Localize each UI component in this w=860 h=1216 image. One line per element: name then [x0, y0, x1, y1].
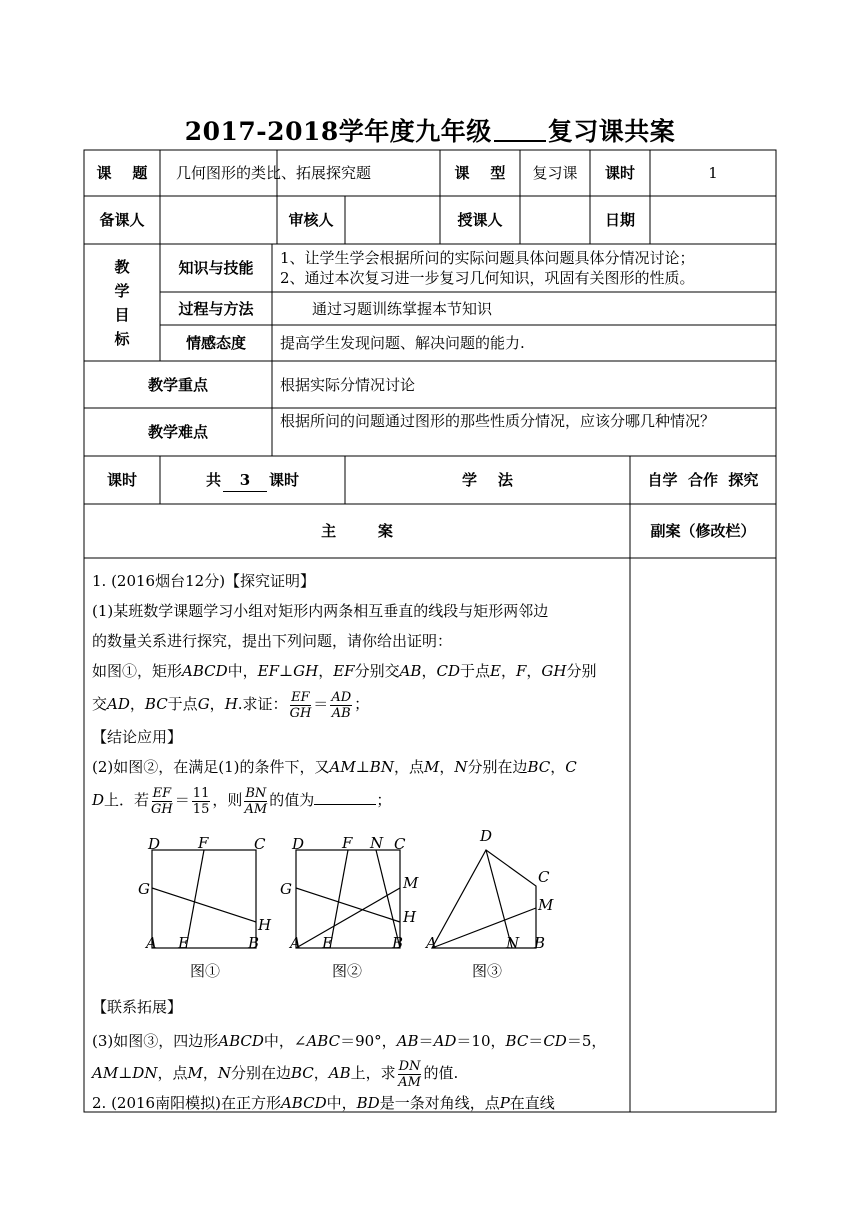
label-reviewer: 审核人 [288, 211, 334, 229]
page-title: 2017-2018学年度九年级 复习课共案 [184, 117, 676, 146]
process-text: 通过习题训练掌握本节知识 [312, 299, 493, 318]
q1-part2-line2: D上．若 $\frac{EF}{GH}$ ＝ $\frac{11}{15}$ ，则 $\frac{BN}{AM}$ 的值为 ； [92, 785, 392, 817]
extend-heading: 【联系拓展】 [92, 998, 183, 1016]
difficulty-text: 根据所问的问题通过图形的那些性质分情况，应该分哪几种情况？ [280, 412, 716, 430]
q1-part3-line2: AM⊥DN，点M，N分别在边BC，AB上，求 $\frac{DN}{AM}$ 的值. [92, 1058, 459, 1090]
answer-blank [314, 788, 376, 805]
fraction-ad-ab: $\frac{AD}{AB}$ [331, 689, 352, 721]
label-hours: 课时 [604, 164, 635, 182]
fig2-label-e: E [322, 934, 333, 952]
difficulty-label: 教学难点 [147, 423, 208, 441]
figure-3 [432, 850, 536, 948]
label-topic: 课 题 [96, 164, 148, 182]
knowledge-text: 1、让学生学会根据所问的实际问题具体问题具体分情况讨论； 2、通过本次复习进一步复习几何知识，巩固有关图形的性质。 [280, 249, 695, 287]
fig3-label-n: N [506, 934, 520, 952]
label-preparer: 备课人 [99, 211, 145, 229]
fig1-label-h: H [258, 916, 272, 934]
figure-1 [152, 850, 256, 948]
fig3-label-a: A [426, 934, 437, 952]
q1-part2-line1: (2)如图②，在满足(1)的条件下，又AM⊥BN，点M，N分别在边BC，C [92, 758, 577, 776]
emotion-text: 提高学生发现问题、解决问题的能力. [280, 334, 525, 352]
fig1-label-e: E [178, 934, 189, 952]
fig3-label-m: M [538, 896, 554, 914]
fig-caption-2: 图② [332, 962, 363, 980]
fig2-label-c: C [394, 835, 406, 853]
fig2-label-n: N [370, 834, 384, 852]
q2-line1: 2. (2016南阳模拟)在正方形ABCD中，BD是一条对角线，点P在直线 [92, 1094, 555, 1112]
main-plan-content [92, 566, 630, 818]
fig2-label-a: A [290, 934, 301, 952]
label-date: 日期 [604, 211, 635, 229]
process-label: 过程与方法 [178, 299, 254, 318]
fraction-ef-gh-2: $\frac{EF}{GH}$ [151, 785, 173, 817]
fig-caption-3: 图③ [472, 962, 503, 980]
fig3-label-d: D [480, 827, 493, 845]
label-course-hours: 课时 [106, 471, 137, 489]
q1-part1-line4: 交AD，BC于点G，H.求证： $\frac{EF}{GH}$ ＝ $\frac{AD}{AB}$ ； [92, 689, 370, 721]
main-plan-content-2 [92, 992, 630, 1116]
emotion-label: 情感态度 [185, 334, 246, 352]
q1-part1-line3: 如图①，矩形ABCD中，EF⊥GH，EF分别交AB，CD于点E，F，GH分别 [92, 662, 597, 680]
figure-2 [296, 850, 400, 948]
q1-part1-line1: (1)某班数学课题学习小组对矩形内两条相互垂直的线段与矩形两邻边 [92, 602, 549, 620]
label-teacher: 授课人 [457, 211, 503, 229]
fraction-dn-am: $\frac{DN}{AM}$ [398, 1058, 421, 1090]
fig3-label-b: B [534, 934, 546, 952]
hours-value: 1 [708, 164, 718, 182]
q1-head: 1. (2016烟台12分)【探究证明】 [92, 572, 316, 590]
fig2-label-d: D [292, 835, 305, 853]
conclusion-heading: 【结论应用】 [92, 728, 183, 746]
fig2-label-m: M [403, 874, 419, 892]
fig3-label-c: C [538, 868, 550, 886]
fraction-bn-am: $\frac{BN}{AM}$ [244, 785, 268, 817]
fig2-label-g: G [280, 880, 292, 898]
q1-part1-line2: 的数量关系进行探究，提出下列问题，请你给出证明： [92, 632, 453, 650]
method-value: 自学 合作 探究 [647, 471, 759, 489]
fraction-ef-gh: $\frac{EF}{GH}$ [289, 689, 312, 721]
type-value: 复习课 [532, 164, 578, 182]
fig1-label-d: D [148, 835, 161, 853]
main-plan-header: 主 案 [321, 522, 393, 540]
figures [128, 826, 568, 986]
focus-text: 根据实际分情况讨论 [280, 375, 416, 394]
total-hours: 共 3 课时 [160, 456, 345, 504]
label-method: 学 法 [462, 471, 513, 489]
fig2-label-f: F [342, 834, 353, 852]
fig2-label-b: B [392, 934, 404, 952]
knowledge-label: 知识与技能 [178, 259, 254, 277]
fig1-label-f: F [198, 834, 209, 852]
fig2-label-h: H [403, 908, 417, 926]
label-type: 课 型 [454, 164, 506, 182]
fig1-label-b: B [248, 934, 260, 952]
fig1-label-c: C [254, 835, 266, 853]
fraction-11-15: $\frac{11}{15}$ [192, 785, 210, 817]
q1-part3-line1: (3)如图③，四边形ABCD中，∠ABC＝90°，AB＝AD＝10，BC＝CD＝5， [92, 1032, 607, 1050]
focus-label: 教学重点 [147, 375, 208, 394]
goals-label: 教 学 目 标 [114, 257, 130, 348]
fig-caption-1: 图① [190, 962, 221, 980]
topic-value: 几何图形的类比、拓展探究题 [176, 164, 372, 182]
side-plan-header: 副案（修改栏） [650, 522, 756, 540]
fig1-label-g: G [138, 880, 150, 898]
fig1-label-a: A [146, 934, 157, 952]
